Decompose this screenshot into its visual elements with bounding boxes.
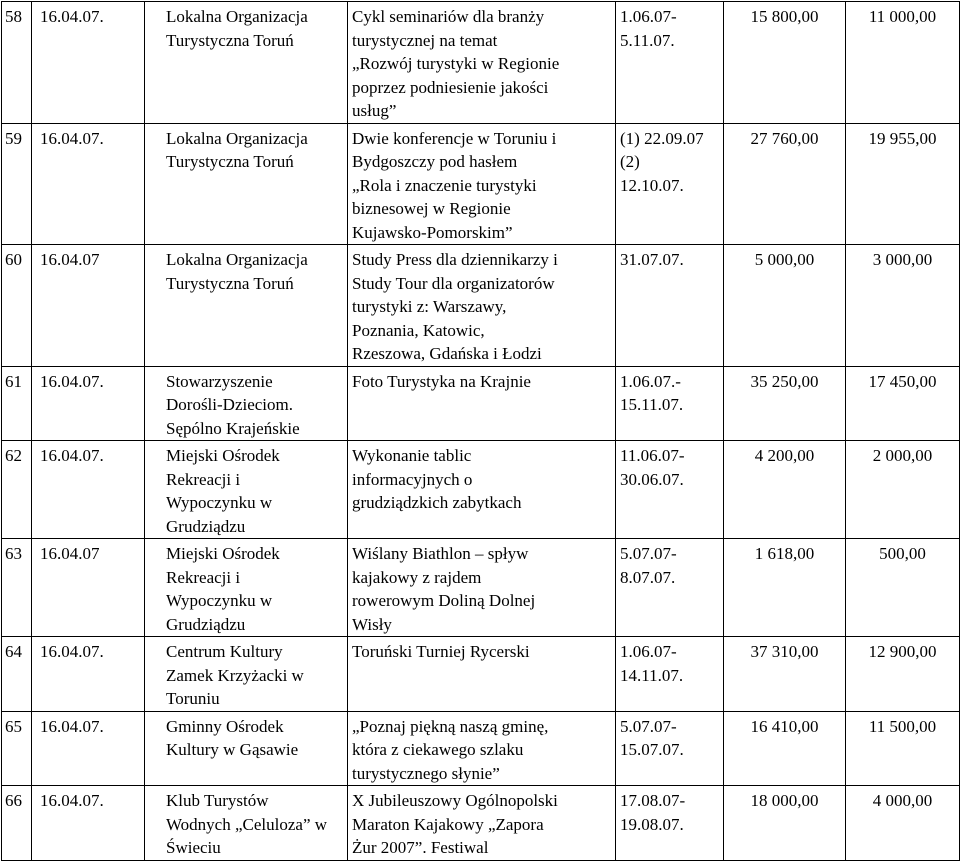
organization-name-line: Wypoczynku w [166, 591, 273, 610]
organization-name-line: Miejski Ośrodek [166, 544, 280, 563]
organization-name-line: Lokalna Organizacja [166, 7, 308, 26]
grant-amount [846, 786, 960, 861]
row-number-text: 66 [5, 791, 22, 810]
total-cost [724, 711, 846, 786]
project-period-text: (1) 22.09.07 (2) 12.10.07. [620, 128, 704, 195]
submission-date-text: 16.04.07. [40, 716, 104, 736]
total-cost [724, 786, 846, 861]
organization-name-line: Zamek Krzyżacki w [166, 665, 304, 685]
grant-amount [846, 711, 960, 786]
grant-amount [846, 539, 960, 637]
organization-name [145, 245, 348, 367]
organization-name-line: Centrum Kultury [166, 642, 283, 661]
total-cost-text: 15 800,00 [750, 7, 819, 26]
project-title-text: Wiślany Biathlon – spływ kajakowy z rajdem rowerowym Doliną Dolnej Wisły [352, 544, 536, 634]
grant-amount-text: 2 000,00 [872, 446, 933, 465]
total-cost [724, 539, 846, 637]
projects-table [1, 1, 960, 861]
project-period [616, 539, 724, 637]
row-number [2, 366, 32, 441]
grant-amount [846, 366, 960, 441]
organization-name-line: Toruniu [166, 689, 220, 708]
organization-name-line: Turystyczna Toruń [166, 273, 294, 293]
project-title-text: „Poznaj piękną naszą gminę, która z ciekawego szlaku turystycznego słynie” [352, 716, 549, 783]
project-title [348, 245, 616, 367]
project-period-text: 1.06.07.- 15.11.07. [620, 371, 684, 414]
project-title-text: Foto Turystyka na Krajnie [352, 371, 531, 391]
table-row [2, 123, 960, 245]
project-period [616, 786, 724, 861]
project-title [348, 539, 616, 637]
project-title [348, 123, 616, 245]
project-title-text: Dwie konferencje w Toruniu i Bydgoszczy pod hasłem „Rola i znaczenie turystyki biznesowej w Regionie Kujawsko-Pomorskim” [352, 128, 557, 242]
submission-date-text: 16.04.07. [40, 446, 104, 465]
grant-amount-text: 11 000,00 [868, 7, 937, 26]
organization-name-line: Turystyczna Toruń [166, 152, 294, 171]
total-cost-text: 35 250,00 [750, 371, 819, 391]
table-row [2, 245, 960, 367]
total-cost-text: 1 618,00 [754, 544, 815, 563]
total-cost [724, 2, 846, 124]
submission-date-text: 16.04.07. [40, 7, 104, 26]
organization-name-line: Wypoczynku w [166, 493, 273, 512]
organization-name-line: Lokalna Organizacja [166, 250, 308, 269]
row-number-text: 63 [5, 544, 22, 563]
project-title [348, 637, 616, 712]
organization-name [145, 366, 348, 441]
row-number-text: 64 [5, 642, 22, 661]
grant-amount-text: 4 000,00 [872, 791, 933, 810]
submission-date [32, 786, 145, 861]
row-number-text: 65 [5, 716, 22, 736]
submission-date-text: 16.04.07 [40, 544, 100, 563]
submission-date-text: 16.04.07. [40, 642, 104, 661]
organization-name-line: Miejski Ośrodek [166, 446, 280, 465]
total-cost [724, 366, 846, 441]
organization-name-line: Lokalna Organizacja [166, 128, 308, 148]
project-title [348, 786, 616, 861]
project-period [616, 441, 724, 539]
submission-date-text: 16.04.07. [40, 791, 104, 810]
submission-date [32, 123, 145, 245]
project-period-text: 1.06.07- 14.11.07. [620, 642, 684, 685]
organization-name-line: Świeciu [166, 838, 221, 857]
organization-name [145, 637, 348, 712]
project-period-text: 17.08.07- 19.08.07. [620, 791, 686, 834]
grant-amount [846, 245, 960, 367]
organization-name-line: Stowarzyszenie [166, 371, 273, 391]
submission-date [32, 637, 145, 712]
submission-date-text: 16.04.07 [40, 250, 100, 269]
submission-date [32, 2, 145, 124]
row-number [2, 2, 32, 124]
row-number [2, 441, 32, 539]
row-number-text: 62 [5, 446, 22, 465]
total-cost [724, 123, 846, 245]
submission-date [32, 441, 145, 539]
project-title [348, 441, 616, 539]
total-cost-text: 5 000,00 [754, 250, 815, 269]
project-title [348, 366, 616, 441]
row-number [2, 786, 32, 861]
project-title-text: Study Press dla dziennikarzy i Study Tour dla organizatorów turystyki z: Warszawy, Poznania, Katowic, Rzeszowa, Gdańska i Łodzi [352, 250, 558, 363]
table-row [2, 366, 960, 441]
row-number [2, 539, 32, 637]
row-number [2, 711, 32, 786]
organization-name-line: Rekreacji i [166, 469, 241, 489]
project-period [616, 2, 724, 124]
organization-name [145, 711, 348, 786]
table-row [2, 786, 960, 861]
organization-name-line: Rekreacji i [166, 567, 241, 587]
organization-name-line: Grudziądzu [166, 516, 246, 536]
project-period-text: 5.07.07- 15.07.07. [620, 716, 684, 759]
organization-name-line: Kultury w Gąsawie [166, 740, 299, 759]
grant-amount-text: 3 000,00 [872, 250, 933, 269]
project-period-text: 1.06.07- 5.11.07. [620, 7, 677, 50]
total-cost [724, 245, 846, 367]
project-title-text: X Jubileuszowy Ogólnopolski Maraton Kajakowy „Zapora Żur 2007”. Festiwal [352, 791, 558, 857]
grant-amount [846, 441, 960, 539]
grant-amount-text: 500,00 [879, 544, 926, 563]
submission-date-text: 16.04.07. [40, 128, 104, 148]
grant-amount-text: 11 500,00 [868, 716, 937, 736]
organization-name [145, 786, 348, 861]
project-period-text: 11.06.07- 30.06.07. [620, 446, 685, 489]
organization-name [145, 539, 348, 637]
row-number [2, 245, 32, 367]
organization-name [145, 123, 348, 245]
row-number-text: 60 [5, 250, 22, 269]
row-number-text: 58 [5, 7, 22, 26]
submission-date [32, 711, 145, 786]
grant-amount [846, 2, 960, 124]
total-cost-text: 27 760,00 [750, 128, 819, 148]
organization-name-line: Gminny Ośrodek [166, 716, 284, 736]
organization-name-line: Dorośli-Dzieciom. [166, 395, 293, 414]
row-number-text: 61 [5, 371, 22, 391]
grant-amount [846, 123, 960, 245]
grant-amount-text: 12 900,00 [868, 642, 937, 661]
table-row [2, 441, 960, 539]
project-period [616, 245, 724, 367]
project-period [616, 711, 724, 786]
table-row [2, 2, 960, 124]
total-cost-text: 4 200,00 [754, 446, 815, 465]
organization-name-line: Turystyczna Toruń [166, 30, 294, 50]
project-period [616, 366, 724, 441]
organization-name-line: Klub Turystów [166, 791, 269, 810]
total-cost-text: 37 310,00 [750, 642, 819, 661]
submission-date [32, 366, 145, 441]
grant-amount-text: 17 450,00 [868, 371, 937, 391]
project-title-text: Cykl seminariów dla branży turystycznej na temat „Rozwój turystyki w Regionie poprzez podniesienie jakości usług” [352, 7, 560, 120]
total-cost [724, 637, 846, 712]
project-title [348, 2, 616, 124]
row-number-text: 59 [5, 128, 22, 148]
organization-name [145, 441, 348, 539]
total-cost [724, 441, 846, 539]
row-number [2, 123, 32, 245]
table-row [2, 711, 960, 786]
project-title-text: Toruński Turniej Rycerski [352, 642, 530, 661]
project-period-text: 31.07.07. [620, 250, 684, 269]
organization-name [145, 2, 348, 124]
organization-name-line: Grudziądzu [166, 614, 246, 634]
grant-amount [846, 637, 960, 712]
submission-date-text: 16.04.07. [40, 371, 104, 391]
project-period [616, 637, 724, 712]
project-period [616, 123, 724, 245]
organization-name-line: Sępólno Krajeńskie [166, 418, 300, 438]
row-number [2, 637, 32, 712]
organization-name-line: Wodnych „Celuloza” w [166, 814, 328, 834]
total-cost-text: 18 000,00 [750, 791, 819, 810]
table-row [2, 539, 960, 637]
project-period-text: 5.07.07- 8.07.07. [620, 544, 677, 587]
project-title [348, 711, 616, 786]
table-body [2, 2, 960, 861]
grant-amount-text: 19 955,00 [868, 128, 937, 148]
total-cost-text: 16 410,00 [750, 716, 819, 736]
submission-date [32, 245, 145, 367]
table-row [2, 637, 960, 712]
submission-date [32, 539, 145, 637]
project-title-text: Wykonanie tablic informacyjnych o grudziądzkich zabytkach [352, 446, 522, 512]
